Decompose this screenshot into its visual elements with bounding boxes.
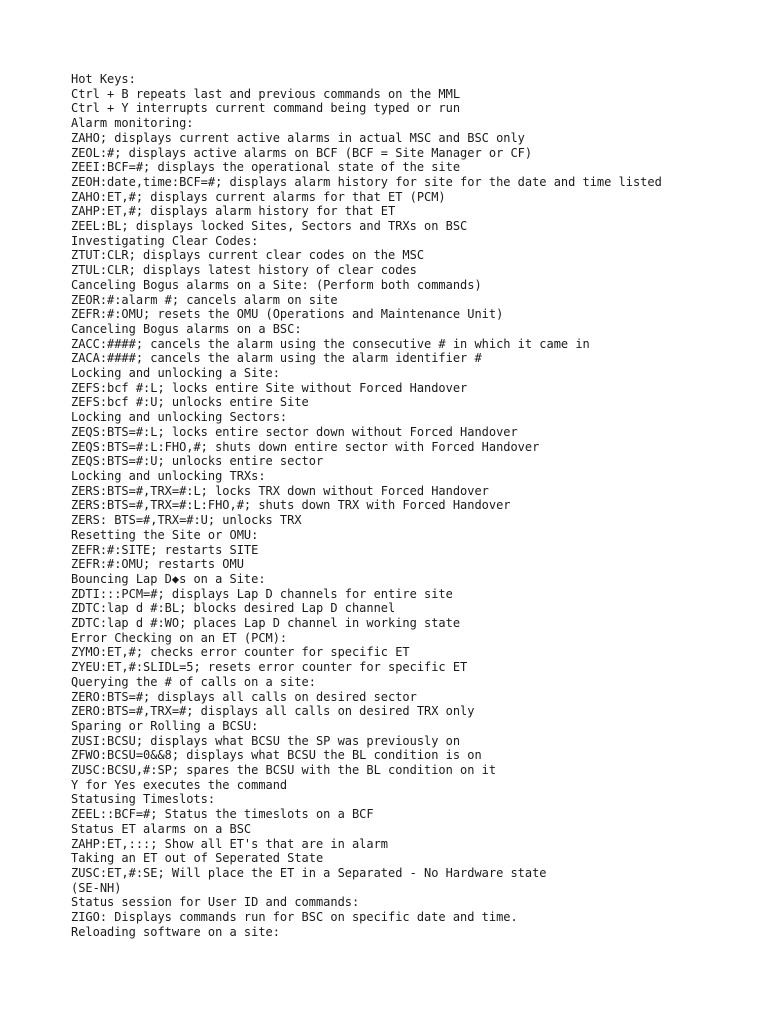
- text-line: Locking and unlocking a Site:: [71, 366, 280, 381]
- text-line: Locking and unlocking TRXs:: [71, 468, 266, 483]
- text-line: Sparing or Rolling a BCSU:: [71, 718, 259, 733]
- text-line: Resetting the Site or OMU:: [71, 527, 259, 542]
- text-line: Statusing Timeslots:: [71, 792, 216, 807]
- text-line: ZEFS:bcf #:L; locks entire Site without Forced Handover: [71, 380, 468, 395]
- text-line: ZDTI:::PCM=#; displays Lap D channels for entire site: [71, 586, 453, 601]
- text-line: (SE-NH): [71, 880, 122, 895]
- text-line: ZTUL:CLR; displays latest history of clear codes: [71, 263, 417, 278]
- text-line: ZUSC:BCSU,#:SP; spares the BCSU with the BL condition on it: [71, 763, 497, 778]
- text-line: ZUSC:ET,#:SE; Will place the ET in a Separated - No Hardware state: [71, 865, 547, 880]
- text-line: ZEEL:BL; displays locked Sites, Sectors and TRXs on BSC: [71, 219, 468, 234]
- text-line: Bouncing Lap D◆s on a Site:: [71, 571, 266, 586]
- text-line: ZEOL:#; displays active alarms on BCF (BCF = Site Manager or CF): [71, 145, 533, 160]
- text-line: ZEEI:BCF=#; displays the operational state of the site: [71, 160, 461, 175]
- text-line: ZTUT:CLR; displays current clear codes on the MSC: [71, 248, 425, 263]
- text-line: ZEOR:#:alarm #; cancels alarm on site: [71, 292, 338, 307]
- text-line: Ctrl + Y interrupts current command being typed or run: [71, 101, 461, 116]
- text-line: ZERS:BTS=#,TRX=#:L:FHO,#; shuts down TRX with Forced Handover: [71, 498, 511, 513]
- text-line: Querying the # of calls on a site:: [71, 674, 316, 689]
- text-line: ZACA:####; cancels the alarm using the alarm identifier #: [71, 351, 482, 366]
- text-line: ZEFR:#:OMU; restarts OMU: [71, 557, 244, 572]
- text-line: ZDTC:lap d #:BL; blocks desired Lap D channel: [71, 601, 396, 616]
- text-line: Error Checking on an ET (PCM):: [71, 630, 288, 645]
- text-line: ZFWO:BCSU=0&&8; displays what BCSU the BL condition is on: [71, 748, 482, 763]
- text-line: ZYMO:ET,#; checks error counter for specific ET: [71, 645, 410, 660]
- text-line: ZDTC:lap d #:WO; places Lap D channel in working state: [71, 616, 461, 631]
- text-line: Locking and unlocking Sectors:: [71, 410, 288, 425]
- text-line: ZERS:BTS=#,TRX=#:L; locks TRX down without Forced Handover: [71, 483, 489, 498]
- text-line: Canceling Bogus alarms on a Site: (Perform both commands): [71, 277, 482, 292]
- text-line: ZERO:BTS=#; displays all calls on desired sector: [71, 689, 417, 704]
- text-line: Hot Keys:: [71, 72, 136, 86]
- text-line: ZAHP:ET,#; displays alarm history for that ET: [71, 204, 396, 219]
- text-line: ZERS: BTS=#,TRX=#:U; unlocks TRX: [71, 513, 302, 528]
- text-line: ZEFR:#:OMU; resets the OMU (Operations and Maintenance Unit): [71, 307, 504, 322]
- text-line: ZERO:BTS=#,TRX=#; displays all calls on desired TRX only: [71, 704, 475, 719]
- text-line: ZEQS:BTS=#:L:FHO,#; shuts down entire sector with Forced Handover: [71, 439, 540, 454]
- text-line: ZAHP:ET,:::; Show all ET's that are in alarm: [71, 836, 389, 851]
- text-line: ZEQS:BTS=#:U; unlocks entire sector: [71, 454, 324, 469]
- text-line: Alarm monitoring:: [71, 116, 194, 131]
- text-line: Status ET alarms on a BSC: [71, 821, 252, 836]
- text-line: ZUSI:BCSU; displays what BCSU the SP was previously on: [71, 733, 461, 748]
- document-page: [71, 72, 761, 939]
- text-line: ZEQS:BTS=#:L; locks entire sector down without Forced Handover: [71, 424, 518, 439]
- text-line: ZAHO:ET,#; displays current alarms for that ET (PCM): [71, 189, 446, 204]
- text-line: ZACC:####; cancels the alarm using the consecutive # in which it came in: [71, 336, 590, 351]
- text-line: Status session for User ID and commands:: [71, 895, 360, 910]
- text-line: Y for Yes executes the command: [71, 777, 288, 792]
- text-line: Ctrl + B repeats last and previous commands on the MML: [71, 86, 461, 101]
- text-line: ZEEL::BCF=#; Status the timeslots on a BCF: [71, 807, 374, 822]
- text-line: ZIGO: Displays commands run for BSC on specific date and time.: [71, 910, 518, 925]
- text-line: Taking an ET out of Seperated State: [71, 851, 324, 866]
- text-line: Canceling Bogus alarms on a BSC:: [71, 321, 302, 336]
- text-line: ZEOH:date,time:BCF=#; displays alarm history for site for the date and time listed: [71, 174, 662, 189]
- text-line: ZYEU:ET,#:SLIDL=5; resets error counter for specific ET: [71, 660, 468, 675]
- text-line: Investigating Clear Codes:: [71, 233, 259, 248]
- text-line: ZEFS:bcf #:U; unlocks entire Site: [71, 395, 309, 410]
- text-line: ZAHO; displays current active alarms in actual MSC and BSC only: [71, 130, 525, 145]
- text-line: Reloading software on a site:: [71, 924, 280, 939]
- text-line: ZEFR:#:SITE; restarts SITE: [71, 542, 259, 557]
